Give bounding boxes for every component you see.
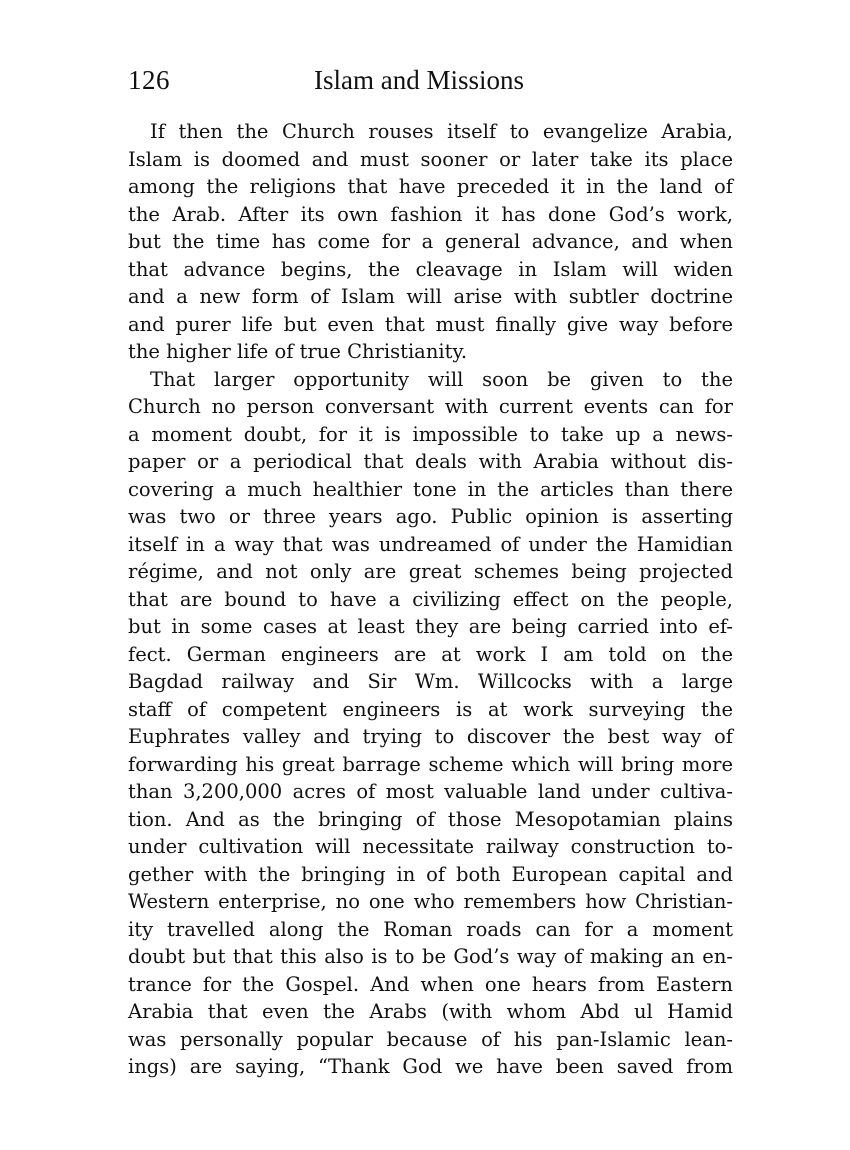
text-line: was two or three years ago. Public opinion is asserting — [128, 505, 733, 528]
text-line: Arabia that even the Arabs (with whom Abd ul Hamid — [128, 1000, 733, 1023]
running-title: Islam and Missions — [314, 65, 525, 95]
text-line: that are bound to have a civilizing effect on the people, — [128, 587, 733, 611]
text-line: fect. German engineers are at work I am told on the — [128, 642, 733, 666]
paragraph-1 — [128, 118, 733, 366]
text-line: Church no person conversant with current events can for — [128, 395, 733, 418]
text-line: but the time has come for a general advance, and when — [128, 230, 733, 253]
text-line: and purer life but even that must finally give way before — [128, 312, 733, 336]
text-line: under cultivation will necessitate railway construction to- — [128, 835, 733, 858]
text-line: régime, and not only are great schemes being projected — [128, 560, 733, 583]
text-line: the Arab. After its own fashion it has done God’s work, — [128, 202, 733, 226]
page-number: 126 — [128, 65, 170, 95]
body-text — [128, 118, 733, 1081]
page-header — [128, 60, 732, 100]
text-line: and a new form of Islam will arise with subtler doctrine — [128, 285, 733, 308]
text-line: covering a much healthier tone in the articles than there — [128, 477, 733, 501]
text-line: paper or a periodical that deals with Arabia without dis- — [128, 450, 733, 473]
text-line: doubt but that this also is to be God’s way of making an en- — [128, 945, 733, 968]
text-line: ity travelled along the Roman roads can for a moment — [128, 917, 733, 941]
text-line: forwarding his great barrage scheme which will bring more — [128, 752, 733, 776]
text-line: was personally popular because of his pan-Islamic lean- — [128, 1027, 733, 1051]
paragraph-2 — [128, 366, 733, 1081]
text-line: tion. And as the bringing of those Mesopotamian plains — [128, 807, 733, 831]
text-line: itself in a way that was undreamed of under the Hamidian — [128, 532, 733, 556]
text-line: Euphrates valley and trying to discover the best way of — [128, 725, 733, 748]
text-line: the higher life of true Christianity. — [128, 340, 468, 363]
text-line: Islam is doomed and must sooner or later take its place — [128, 147, 733, 171]
text-line: Western enterprise, no one who remembers how Christian- — [128, 890, 733, 913]
text-line: ings) are saying, “Thank God we have been saved from — [128, 1055, 733, 1078]
text-line: than 3,200,000 acres of most valuable land under cultiva- — [128, 780, 733, 803]
text-line: but in some cases at least they are being carried into ef- — [128, 615, 733, 638]
text-line: staff of competent engineers is at work surveying the — [128, 697, 733, 721]
text-line: That larger opportunity will soon be given to the — [150, 367, 733, 391]
text-line: gether with the bringing in of both European capital and — [128, 862, 733, 886]
text-line: trance for the Gospel. And when one hears from Eastern — [128, 972, 733, 996]
text-line: Bagdad railway and Sir Wm. Willcocks with a large — [128, 670, 733, 693]
text-line: If then the Church rouses itself to evangelize Arabia, — [150, 120, 733, 143]
text-line: among the religions that have preceded it in the land of — [128, 175, 733, 198]
text-line: that advance begins, the cleavage in Islam will widen — [128, 257, 733, 281]
text-line: a moment doubt, for it is impossible to take up a news- — [128, 422, 733, 446]
